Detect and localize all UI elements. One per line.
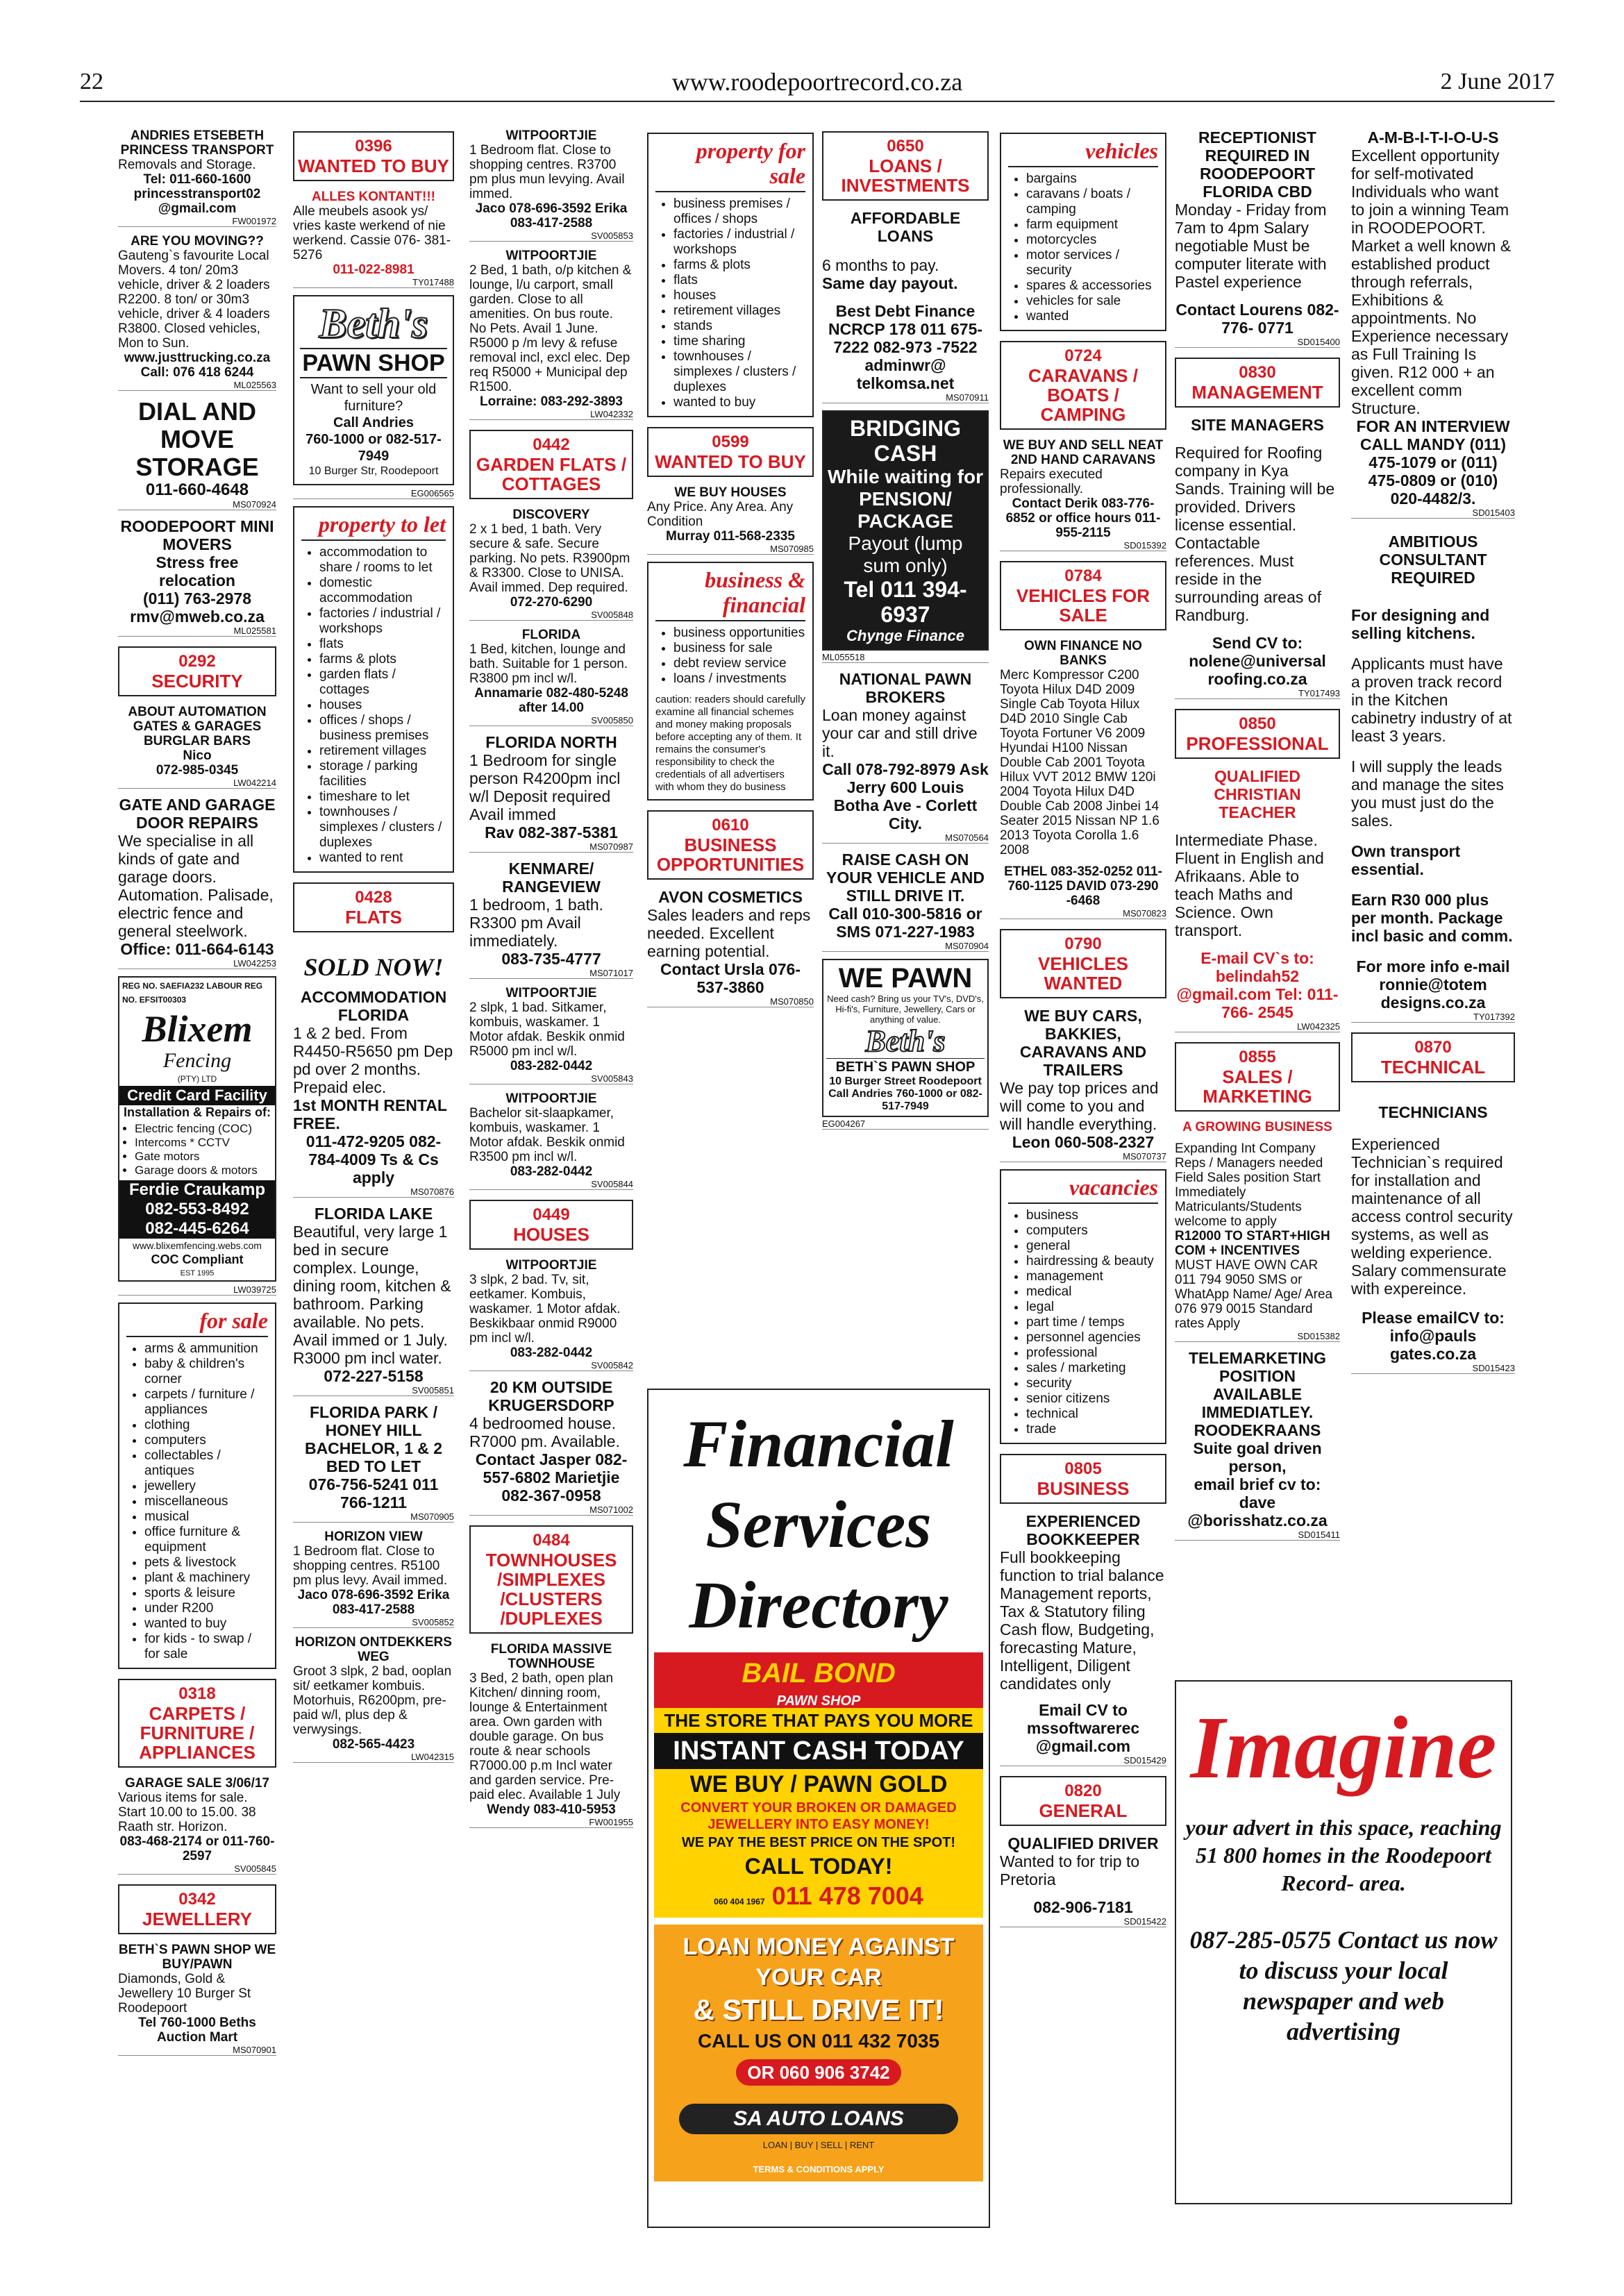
ad-we-pawn: WE PAWN Need cash? Bring us your TV's, DVD's, Hi-fi's, Furniture, Jewellery, Cars or anything of value. Beth's BETH`S PAWN SHOP 10 Burger Street Roodepoort Call Andries 760-1000 or 082-517-7949	[822, 959, 989, 1117]
column-6	[1000, 128, 1166, 2225]
column-4	[647, 128, 814, 1371]
ad-florida-townhouse: FLORIDA MASSIVE TOWNHOUSE 3 Bed, 2 bath, open plan Kitchen/ dinning room, lounge & Entertainment area. Own garden with double garage. On bus route & near schools R7000.00 p.m Incl water and garden service. Pre-paid elec. Available 1 July Wendy 083-410-5953 FW001955	[469, 1642, 633, 1827]
ad-consultant: AMBITIOUS CONSULTANT REQUIRED For designing and selling kitchens. Applicants must have a proven track record in the Kitchen cabinetry industry of at least 3 years. I will supply the leads and manage the sites you must just do the sales. Own transport essential. Earn R30 000 plus per month. Package incl basic and comm. For more info e-mail ronnie@totem designs.co.za TY017392	[1351, 533, 1515, 1022]
beths-logo-small: Beth's	[865, 1024, 946, 1058]
page-number: 22	[80, 69, 103, 94]
ad-we-buy-houses: WE BUY HOUSES Any Price. Any Area. Any Condition Murray 011-568-2335 MS070985	[647, 485, 814, 554]
ad-discovery: DISCOVERY 2 x 1 bed, 1 bath. Very secure & safe. Secure parking. No pets. R3900pm & R3300. Close to UNISA. Avail immed. Dep required. 072-270-6290 SV005848	[469, 508, 633, 620]
ad-christian-teacher: QUALIFIED CHRISTIAN TEACHER Intermediate Phase. Fluent in English and Afrikaans. Able to teach Maths and Science. Own transport. E-mail CV`s to: belindah52 @gmail.com Tel: 011-766- 2545 LW042325	[1175, 767, 1340, 1032]
ad-horizon-view: HORIZON VIEW 1 Bedroom flat. Close to shopping centres. R5100 pm plus levy. Avail immed. Jaco 078-696-3592 Erika 083-417-2588 SV005852	[293, 1530, 454, 1627]
ad-gate-repairs: GATE AND GARAGE DOOR REPAIRS We specialise in all kinds of gate and garage doors. Automation. Palisade, electric fence and general steelwork. Office: 011-664-6143 LW042253	[118, 796, 276, 969]
ad-qualified-driver: QUALIFIED DRIVER Wanted to for trip to Pretoria 082-906-7181 SD015422	[1000, 1834, 1166, 1927]
ad-witpoortjie-2: WITPOORTJIE 2 Bed, 1 bath, o/p kitchen & lounge, l/u carport, small garden. Close to all amenities. On bus route. No Pets. Avail 1 June. R5000 p /m levy & refuse removal incl, excl elec. Dep req R5000 + Municipal dep R1500. Lorraine: 083-292-3893 LW042332	[469, 249, 633, 419]
category-wanted-to-buy: 0396 WANTED TO BUY	[293, 131, 454, 181]
index-property-to-let: property to let • accommodation to share / rooms to let • domestic accommodation • factories / industrial / workshops • flats • farms & plots • garden flats / cottages • houses • offices / shops / business premises • retirement villages • storage / parking facilities • timeshare to let • townhouses / simplexes / clusters / duplexes • wanted to rent	[293, 506, 454, 873]
ad-telemarketing: TELEMARKETING POSITION AVAILABLE IMMEDIATLEY. ROODEKRAANS Suite goal driven person, email brief cv to: dave @borisshatz.co.za SD015411	[1175, 1349, 1340, 1541]
index-vacancies: vacancies • business • computers • general • hairdressing & beauty • management • medical • legal • part time / temps • personnel agencies • professional • sales / marketing • security • senior citizens • technical • trade	[1000, 1169, 1166, 1444]
index-vehicles: vehicles • bargains • caravans / boats / camping • farm equipment • motorcycles • motor services / security • spares & accessories • vehicles for sale • wanted	[1000, 133, 1166, 331]
issue-date: 2 June 2017	[1440, 69, 1555, 94]
column-5: 0650 LOANS / INVESTMENTS AFFORDABLE LOANS 6 months to pay. Same day payout. Best Debt Finance NCRCP 178 011 675-7222 082-973 -7522 adminwr@ telkomsa.net MS070911 BRIDGING CASH While waiting for PENSION/ PACKAGE Payout (lump sum only) Tel 011 394-6937 Chynge Finance ML055518 NATIONAL PAWN BROKERS Loan money against your car and still drive it. Call 078-792-8979 Ask Jerry 600 Louis Botha Ave - Corlett City. MS070564 RAISE CASH ON YOUR VEHICLE AND STILL DRIVE IT. Call 010-300-5816 or SMS 071-227-1983 MS070904 WE PAWN Need cash? Bring us your TV's, DVD's, Hi-fi's, Furniture, Jewellery, Cars or anything of value. Beth's BETH`S PAWN SHOP 10 Burger Street Roodepoort Call Andries 760-1000 or 082-517-7949 EG004267	[822, 128, 989, 1371]
column-8	[1351, 128, 1515, 1656]
ad-are-you-moving: ARE YOU MOVING?? Gauteng`s favourite Local Movers. 4 ton/ 20m3 vehicle, driver & 2 loaders R2200. 8 ton/ or 30m3 vehicle, driver & 4 loaders R3800. Closed vehicles, Mon to Sun. www.justtrucking.co.za Call: 076 418 6244 ML025563	[118, 234, 276, 390]
column-2: 0396 WANTED TO BUY ALLES KONTANT!!! Alle meubels asook ys/ vries kaste werkend of nie werkend. Cassie 076- 381-5276 011-022-8981 TY017488 Beth's PAWN SHOP Want to sell your old furniture? Call Andries 760-1000 or 082-517-7949 10 Burger Str, Roodepoort EG006565 property to let • accommodation to share / rooms to let • domestic accommodation • factories / industrial / workshops • flats • farms & plots • garden flats / cottages • houses • offices / shops / business premises • retirement villages • storage / parking facilities • timeshare to let • townhouses / simplexes / clusters / duplexes • wanted to rent 0428 FLATS SOLD NOW! ACCOMMODATION FLORIDA 1 & 2 bed. From R4450-R5650 pm Dep pd over 2 months. Prepaid elec. 1st MONTH RENTAL FREE. 011-472-9205 082-784-4009 Ts & Cs apply MS070876 FLORIDA LAKE Beautiful, very large 1 bed in secure complex. Lounge, dining room, kitchen & bathroom. Parking available. No pets. Avail immed or 1 July. R3000 pm incl water. 072-227-5158 SV005851 FLORIDA PARK / HONEY HILL BACHELOR, 1 & 2 BED TO LET 076-756-5241 011 766-1211 MS070905 HORIZON VIEW 1 Bedroom flat. Close to shopping centres. R5100 pm plus levy. Avail immed. Jaco 078-696-3592 Erika 083-417-2588 SV005852 HORIZON ONTDEKKERS WEG Groot 3 slpk, 2 bad, ooplan sit/ eetkamer kombuis. Motorhuis, R6200pm, pre-paid w/l, plus dep & verwysings. 082-565-4423 LW042315	[293, 128, 454, 2225]
index-business-financial: business & financial • business opportunities • business for sale • debt review service • loans / investments caution: readers should carefully examine all financial schemes and money making proposals before accepting any of them. It remains the consumer's responsibility to check the credentials of all advertisers with whom they do business	[647, 562, 814, 801]
column-3	[469, 128, 633, 2225]
ad-krugersdorp: 20 KM OUTSIDE KRUGERSDORP 4 bedroomed house. R7000 pm. Available. Contact Jasper 082-557-6802 Marietjie 082-367-0958 MS071002	[469, 1378, 633, 1515]
ad-florida-park: FLORIDA PARK / HONEY HILL BACHELOR, 1 & 2 BED TO LET 076-756-5241 011 766-1211 MS070905	[293, 1403, 454, 1523]
ad-site-managers: SITE MANAGERS Required for Roofing company in Kya Sands. Training will be provided. Drivers license essential. Contactable references. Must reside in the surrounding areas of Randburg. Send CV to: nolene@universal roofing.co.za TY017493	[1175, 416, 1340, 698]
category-wanted-to-buy-property: 0599 WANTED TO BUY	[647, 427, 814, 477]
financial-services-directory	[647, 1389, 990, 2228]
fsd-title: Financial Services Directory	[683, 1407, 954, 1642]
ad-horizon-ontdekkers: HORIZON ONTDEKKERS WEG Groot 3 slpk, 2 bad, ooplan sit/ eetkamer kombuis. Motorhuis, R6200pm, pre-paid w/l, plus dep & verwysings. 082-565-4423 LW042315	[293, 1635, 454, 1762]
ad-witpoortjie-3: WITPOORTJIE 2 slpk, 1 bad. Sitkamer, kombuis, waskamer. 1 Motor afdak. Beskik onmid R5000 pm incl w/l. 083-282-0442 SV005843	[469, 986, 633, 1084]
ad-dial-and-move: DIAL AND MOVE STORAGE 011-660-4648 MS070924	[118, 398, 276, 510]
ad-alles-kontant: ALLES KONTANT!!! Alle meubels asook ys/ vries kaste werkend of nie werkend. Cassie 076- 381-5276 011-022-8981 TY017488	[293, 190, 454, 287]
ad-bookkeeper: EXPERIENCED BOOKKEEPER Full bookkeeping function to trial balance Management reports, Tax & Statutory filing Cash flow, Budgeting, forecasting Mature, Intelligent, Diligent candidates only Email CV to mssoftwarerec @gmail.com SD015429	[1000, 1512, 1166, 1766]
ad-imagine: Imagine your advert in this space, reaching 51 800 homes in the Roodepoort Record- area. 087-285-0575 Contact us now to discuss your local newspaper and web advertising	[1175, 1680, 1512, 2204]
ad-avon: AVON COSMETICS Sales leaders and reps needed. Excellent earning potential. Contact Ursla 076-537-3860 MS070850	[647, 888, 814, 1007]
ad-about-automation: ABOUT AUTOMATION GATES & GARAGES BURGLAR BARS Nico 072-985-0345 LW042214	[118, 705, 276, 789]
ad-we-buy-cars: WE BUY CARS, BAKKIES, CARAVANS AND TRAILERS We pay top prices and will come to you and will handle everything. Leon 060-508-2327 MS070737	[1000, 1007, 1166, 1162]
ad-witpoortjie-4: WITPOORTJIE Bachelor sit-slaapkamer, kombuis, waskamer. 1 Motor afdak. Beskik onmid R3500 pm incl w/l. 083-282-0442 SV005844	[469, 1091, 633, 1189]
category-flats: 0428 FLATS	[293, 882, 454, 932]
ad-accommodation-florida: ACCOMMODATION FLORIDA 1 & 2 bed. From R4450-R5650 pm Dep pd over 2 months. Prepaid elec. 1st MONTH RENTAL FREE. 011-472-9205 082-784-4009 Ts & Cs apply MS070876	[293, 988, 454, 1197]
blixem-logo: Blixem	[142, 1008, 253, 1050]
category-jewellery: 0342 JEWELLERY	[118, 1884, 276, 1934]
category-vehicles-wanted: 0790 VEHICLES WANTED	[1000, 929, 1166, 998]
category-townhouses: 0484 TOWNHOUSES /SIMPLEXES /CLUSTERS /DUPLEXES	[469, 1525, 633, 1634]
index-for-sale: for sale • arms & ammunition • baby & children's corner • carpets / furniture / appliances • clothing • computers • collectables / antiques • jewellery • miscellaneous • musical • office furniture & equipment • pets & livestock • plant & machinery • sports & leisure • under R200 • wanted to buy • for kids - to swap / for sale	[118, 1302, 276, 1669]
category-business-vacancy: 0805 BUSINESS	[1000, 1454, 1166, 1504]
category-carpets: 0318 CARPETS / FURNITURE / APPLIANCES	[118, 1679, 276, 1768]
ad-florida-north: FLORIDA NORTH 1 Bedroom for single person R4200pm incl w/l Deposit required Avail immed Rav 082-387-5381 MS070987	[469, 733, 633, 852]
ad-sa-auto-loans: LOAN MONEY AGAINST YOUR CAR & STILL DRIVE IT! CALL US ON 011 432 7035 OR 060 906 3742 SA AUTO LOANS LOAN | BUY | SELL | RENT TERMS & CONDITIONS APPLY	[654, 1925, 983, 2181]
category-general: 0820 GENERAL	[1000, 1776, 1166, 1826]
ad-ambitious: A-M-B-I-T-I-O-U-S Excellent opportunity for self-motivated Individuals who want to join a winning Team in ROODEPOORT. Market a well known & established product through referrals, Exhibitions & appointments. No Experience necessary as Full Training Is given. R12 000 + an excellent comm Structure. FOR AN INTERVIEW CALL MANDY (011) 475-1079 or (011) 475-0809 or (010) 020-4482/3. SD015403	[1351, 128, 1515, 518]
ad-growing-business: A GROWING BUSINESS Expanding Int Company Reps / Managers needed Field Sales position Start Immediately Matriculants/Students welcome to apply R12000 TO START+HIGH COM + INCENTIVES MUST HAVE OWN CAR 011 794 9050 SMS or WhatApp Name/ Age/ Area 076 979 0015 Standard rates Apply SD015382	[1175, 1120, 1340, 1341]
ad-witpoortjie-5: WITPOORTJIE 3 slpk, 2 bad. Tv, sit, eetkamer. Kombuis, waskamer. 1 Motor afdak. Beskikbaar onmid R9000 pm incl w/l. 083-282-0442 SV005842	[469, 1258, 633, 1371]
category-technical: 0870 TECHNICAL	[1351, 1032, 1515, 1082]
ad-kenmare: KENMARE/ RANGEVIEW 1 bedroom, 1 bath. R3300 pm Avail immediately. 083-735-4777 MS071017	[469, 860, 633, 978]
ad-bridging-cash: BRIDGING CASH While waiting for PENSION/ PACKAGE Payout (lump sum only) Tel 011 394-6937 Chynge Finance	[822, 410, 989, 651]
ad-receptionist: RECEPTIONIST REQUIRED IN ROODEPOORT FLORIDA CBD Monday - Friday from 7am to 4pm Salary negotiable Must be computer literate with Pastel experience Contact Lourens 082- 776- 0771 SD015400	[1175, 128, 1340, 347]
category-management: 0830 MANAGEMENT	[1175, 358, 1340, 408]
category-houses: 0449 HOUSES	[469, 1200, 633, 1250]
column-1: ANDRIES ETSEBETH PRINCESS TRANSPORT Removals and Storage. Tel: 011-660-1600 princesstransport02 @gmail.com FW001972 ARE YOU MOVING?? Gauteng`s favourite Local Movers. 4 ton/ 20m3 vehicle, driver & 2 loaders R2200. 8 ton/ or 30m3 vehicle, driver & 4 loaders R3800. Closed vehicles, Mon to Sun. www.justtrucking.co.za Call: 076 418 6244 ML025563 DIAL AND MOVE STORAGE 011-660-4648 MS070924 ROODEPOORT MINI MOVERS Stress free relocation (011) 763-2978 rmv@mweb.co.za ML025581 0292 SECURITY ABOUT AUTOMATION GATES & GARAGES BURGLAR BARS Nico 072-985-0345 LW042214 GATE AND GARAGE DOOR REPAIRS We specialise in all kinds of gate and garage doors. Automation. Palisade, electric fence and general steelwork. Office: 011-664-6143 LW042253 REG NO. SAEFIA232 LABOUR REG NO. EFSIT00303 Blixem Fencing (PTY) LTD Credit Card Facility Installation & Repairs of: • Electric fencing (COC) • Intercoms * CCTV • Gate motors • Garage doors & motors Ferdie Craukamp 082-553-8492 082-445-6264 www.blixemfencing.webs.com COC Compliant EST 1995 LW039725 for sale • arms & ammunition • baby & children's corner • carpets / furniture / appliances • clothing • computers • collectables / antiques • jewellery • miscellaneous • musical • office furniture & equipment • pets & livestock • plant & machinery • sports & leisure • under R200 • wanted to buy • for kids - to swap / for sale 0318 CARPETS / FURNITURE / APPLIANCES GARAGE SALE 3/06/17 Various items for sale. Start 10.00 to 15.00. 38 Raath str. Horizon. 083-468-2174 or 011-760-2597 SV005845 0342 JEWELLERY BETH`S PAWN SHOP WE BUY/PAWN Diamonds, Gold & Jewellery 10 Burger St Roodepoort Tel 760-1000 Beths Auction Mart MS070901	[118, 128, 276, 2225]
column-7	[1175, 128, 1340, 1656]
ad-bail-bond: BAIL BOND PAWN SHOP THE STORE THAT PAYS YOU MORE INSTANT CASH TODAY WE BUY / PAWN GOLD CONVERT YOUR BROKEN OR DAMAGED JEWELLERY INTO EASY MONEY! WE PAY THE BEST PRICE ON THE SPOT! CALL TODAY! 060 404 1967 011 478 7004	[654, 1652, 983, 1918]
ad-florida-lake: FLORIDA LAKE Beautiful, very large 1 bed in secure complex. Lounge, dining room, kitchen & bathroom. Parking available. No pets. Avail immed or 1 July. R3000 pm incl water. 072-227-5158 SV005851	[293, 1205, 454, 1396]
category-business-opportunities: 0610 BUSINESS OPPORTUNITIES	[647, 810, 814, 880]
index-property-for-sale: property for sale • business premises / offices / shops • factories / industrial / workshops • farms & plots • flats • houses • retirement villages • stands • time sharing • townhouses / simplexes / clusters / duplexes • wanted to buy	[647, 133, 814, 417]
sold-now-graphic: SOLD NOW!	[303, 953, 444, 981]
category-security: 0292 SECURITY	[118, 646, 276, 696]
ad-national-pawn: NATIONAL PAWN BROKERS Loan money against your car and still drive it. Call 078-792-8979 Ask Jerry 600 Louis Botha Ave - Corlett City. MS070564	[822, 670, 989, 843]
ad-beths-jewellery: BETH`S PAWN SHOP WE BUY/PAWN Diamonds, Gold & Jewellery 10 Burger St Roodepoort Tel 760-1000 Beths Auction Mart MS070901	[118, 1943, 276, 2055]
ad-witpoortjie-1: WITPOORTJIE 1 Bedroom flat. Close to shopping centres. R3700 pm plus mun levying. Avail immed. Jaco 078-696-3592 Erika 083-417-2588 SV005853	[469, 128, 633, 241]
category-garden-flats: 0442 GARDEN FLATS / COTTAGES	[469, 430, 633, 499]
ad-raise-cash: RAISE CASH ON YOUR VEHICLE AND STILL DRIVE IT. Call 010-300-5816 or SMS 071-227-1983 MS070904	[822, 850, 989, 952]
ad-mini-movers: ROODEPOORT MINI MOVERS Stress free relocation (011) 763-2978 rmv@mweb.co.za ML025581	[118, 517, 276, 637]
ad-florida: FLORIDA 1 Bed, kitchen, lounge and bath. Suitable for 1 person. R3800 pm incl w/l. Annamarie 082-480-5248 after 14.00 SV005850	[469, 628, 633, 726]
category-professional: 0850 PROFESSIONAL	[1175, 709, 1340, 759]
ad-affordable-loans: AFFORDABLE LOANS 6 months to pay. Same day payout. Best Debt Finance NCRCP 178 011 675-7222 082-973 -7522 adminwr@ telkomsa.net MS070911	[822, 209, 989, 403]
category-vehicles-for-sale: 0784 VEHICLES FOR SALE	[1000, 561, 1166, 630]
ad-caravans: WE BUY AND SELL NEAT 2ND HAND CARAVANS Repairs executed professionally. Contact Derik 083-776-6852 or office hours 011-955-2115 SD015392	[1000, 438, 1166, 551]
ad-beths-pawn: Beth's PAWN SHOP Want to sell your old furniture? Call Andries 760-1000 or 082-517-7949 10 Burger Str, Roodepoort	[293, 295, 454, 485]
category-sales-marketing: 0855 SALES / MARKETING	[1175, 1042, 1340, 1112]
beths-logo: Beth's	[319, 301, 428, 346]
page-header	[80, 66, 1555, 102]
ad-garage-sale: GARAGE SALE 3/06/17 Various items for sale. Start 10.00 to 15.00. 38 Raath str. Horizon. 083-468-2174 or 011-760-2597 SV005845	[118, 1776, 276, 1874]
site-url[interactable]: www.roodepoortrecord.co.za	[671, 68, 963, 96]
ad-own-finance: OWN FINANCE NO BANKS Merc Kompressor C200 Toyota Hilux D4D 2009 Single Cab Toyota Hilux D4D 2010 Single Cab Toyota Fortuner V6 2009 Hyundai H100 Nissan Double Cab 2001 Toyota Hilux VVT 2012 BMW 120i 2004 Toyota Hilux D4D Double Cab 2008 Jinbei 14 Seater 2015 Nissan NP 1.6 2013 Toyota Corolla 1.6 2008 ETHEL 083-352-0252 011-760-1125 DAVID 073-290 -6468 MS070823	[1000, 639, 1166, 919]
imagine-headline: Imagine	[1190, 1698, 1497, 1797]
ad-princess-transport: ANDRIES ETSEBETH PRINCESS TRANSPORT Removals and Storage. Tel: 011-660-1600 princesstransport02 @gmail.com FW001972	[118, 128, 276, 226]
category-caravans: 0724 CARAVANS / BOATS / CAMPING	[1000, 341, 1166, 430]
category-loans: 0650 LOANS / INVESTMENTS	[822, 131, 989, 201]
ad-blixem-fencing: REG NO. SAEFIA232 LABOUR REG NO. EFSIT00303 Blixem Fencing (PTY) LTD Credit Card Facility Installation & Repairs of: • Electric fencing (COC) • Intercoms * CCTV • Gate motors • Garage doors & motors Ferdie Craukamp 082-553-8492 082-445-6264 www.blixemfencing.webs.com COC Compliant EST 1995	[118, 976, 276, 1282]
ad-technicians: TECHNICIANS Experienced Technician`s required for installation and maintenance of all access control security systems, as well as welding experience. Salary commensurate with expereince. Please emailCV to: info@pauls gates.co.za SD015423	[1351, 1103, 1515, 1373]
sa-auto-loans-logo: SA AUTO LOANS	[679, 2104, 958, 2134]
